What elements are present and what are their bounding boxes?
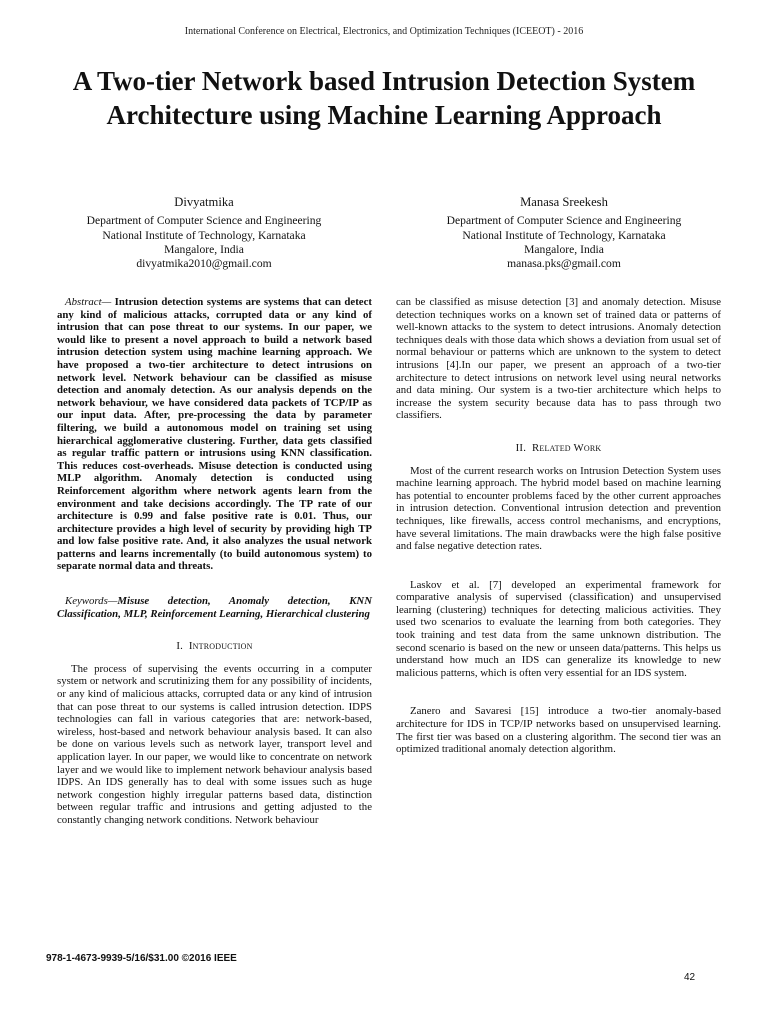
author-block-2	[404, 195, 724, 271]
conference-header: International Conference on Electrical, Electronics, and Optimization Techniques (ICEEOT) - 2016	[184, 26, 584, 37]
author-location: Mangalore, India	[524, 242, 604, 256]
author-block-1	[44, 195, 364, 271]
left-column	[57, 296, 372, 827]
section-number: II.	[515, 441, 527, 454]
keywords-label: Keywords—	[65, 595, 118, 608]
related-work-paragraph: Most of the current research works on Intrusion Detection System uses machine learning approach. The hybrid model based on machine learning has potential to encounter problems faced by the other current approaches in intrusion detection. Conventional intrusion detection and prevention techniques, like firewalls, access control mechanisms, and encryptions, have several limitations. The main drawbacks were the high false positive and false negative detection rates.	[396, 464, 721, 553]
author-department: Department of Computer Science and Engineering	[446, 214, 682, 228]
section-heading-introduction	[57, 640, 372, 653]
keywords	[57, 595, 372, 620]
author-department: Department of Computer Science and Engineering	[86, 214, 322, 228]
section-number: I.	[176, 640, 184, 653]
keywords-text: Misuse detection, Anomaly detection, KNN Classification, MLP, Reinforcement Learning, Hierarchical clustering	[57, 595, 372, 620]
author-location: Mangalore, India	[164, 242, 244, 256]
footer-isbn: 978-1-4673-9939-5/16/$31.00 ©2016 IEEE	[46, 953, 237, 964]
right-column	[396, 296, 721, 756]
author-name: Divyatmika	[174, 195, 234, 209]
abstract-label: Abstract—	[65, 296, 112, 308]
author-email: divyatmika2010@gmail.com	[136, 257, 272, 271]
abstract-text: Intrusion detection systems are systems that can detect any kind of malicious attacks, corrupted data or any kind of intrusion that can pose threat to our systems. In our paper, we would like to present a novel approach to build a network based intrusion detection system using machine learning approach. We have proposed a two-tier architecture to detect intrusions on network level. Network behaviour can be classified as misuse detection and anomaly detection. As our analysis depends on the network behaviour, we have considered data packets of TCP/IP as our input data. After, pre-processing the data by parameter filtering, we build a autonomous model on training set using hierarchical agglomerative clustering. Further, data gets classified as regular traffic pattern or intrusions using KNN classification. This reduces cost-overheads. Misuse detection is conducted using MLP algorithm. Anomaly detection is conducted using Reinforcement algorithm where network agents learn from the environment and take decisions accordingly. The TP rate of our architecture is 0.99 and false positive rate is 0.01. Thus, our architecture provides a high level of security by providing high TP and low false positive rate. And, it also analyzes the usual network patterns and learns incrementally (to build autonomous system) to separate normal data and threats.	[57, 296, 372, 573]
related-work-paragraph: Zanero and Savaresi [15] introduce a two-tier anomaly-based architecture for IDS in TCP/IP networks based on unsupervised learning. The first tier was based on a clustering algorithm. The second tier was an optimized traditional anomaly detection algorithm.	[396, 705, 721, 756]
page-number: 42	[684, 972, 696, 983]
section-heading-related-work	[396, 442, 721, 455]
section-title: Related Work	[531, 441, 602, 454]
author-institute: National Institute of Technology, Karnataka	[462, 228, 666, 242]
abstract	[57, 296, 372, 573]
related-work-paragraph: Laskov et al. [7] developed an experimental framework for comparative analysis of supervised (classification) and unsupervised learning (clustering) techniques for detecting malicious activities. They used two scenarios to evaluate the learning from both categories. They took training and test data from the same unknown distribution. The second scenario is based on the new or unseen data/patterns. This helps us understand how much an IDS can generalize its knowledge to new malicious patterns, which is often very essential for an IDS system.	[396, 578, 721, 679]
section-title: Introduction	[188, 640, 253, 653]
author-institute: National Institute of Technology, Karnataka	[102, 228, 306, 242]
paper-title: A Two-tier Network based Intrusion Detection System Architecture using Machine Learning Approach	[72, 66, 696, 130]
introduction-paragraph: The process of supervising the events occurring in a computer system or network and scrutinizing them for any possibility of incidents, or any kind of malicious attacks, corrupted data or any kind of intrusion that can pose threat to our systems is called intrusion detection. IDPS technologies can fall in various categories that are: network-based, wireless, host-based and network behaviour analysis based. It can also be done on various levels such as network layer, transport level and application layer. In our paper, we would like to concentrate on network layer and we would like to implement network behaviour analysis based IDPS. An IDS generally has to deal with some issues such as huge network congestion highly irregular patterns based data, distinction between regular traffic and intrusions and getting adjusted to the constantly changing network conditions. Network behaviour	[57, 662, 372, 826]
author-name: Manasa Sreekesh	[520, 195, 608, 209]
author-email: manasa.pks@gmail.com	[507, 257, 621, 271]
introduction-continuation: can be classified as misuse detection [3] and anomaly detection. Misuse detection techniques works on a known set of trained data or patterns of well-known attacks to the system to detect intrusions. Anomaly detection techniques deals with those data which shows a deviation from usual set of normal behaviour or patterns which are unknown to the system to detect intrusions [4].In our paper, we present an approach of a two-tier architecture to detect intrusions on network level using neural networks and data mining. Our system is a two-tier architecture which helps to increase the system security because data has to pass through two classifiers.	[396, 296, 721, 422]
